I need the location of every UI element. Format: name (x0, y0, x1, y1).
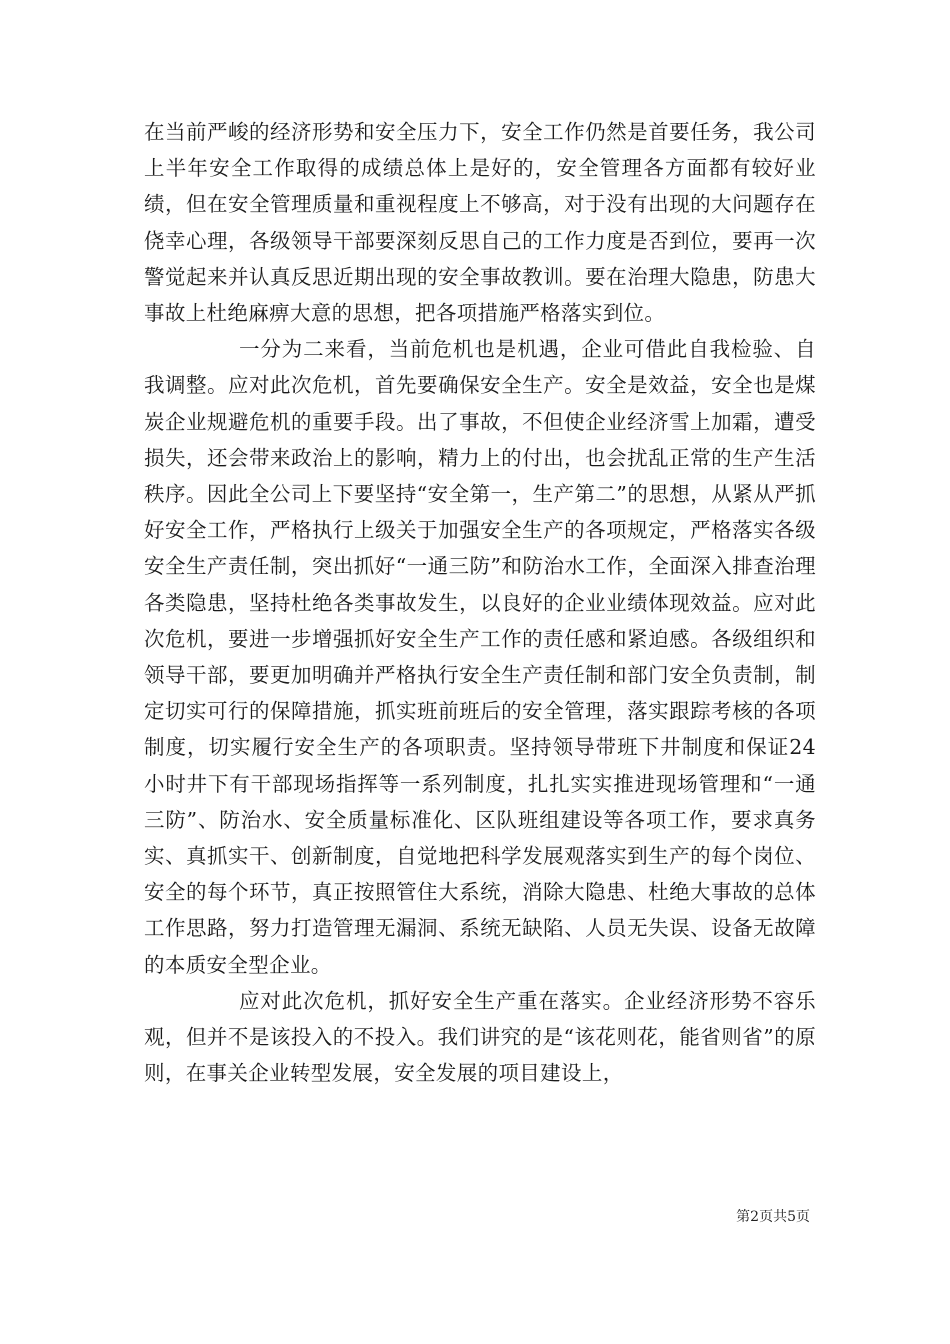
page-number-footer: 第2页共5页 (736, 1209, 810, 1225)
document-body (144, 114, 816, 1091)
paragraph-1: 在当前严峻的经济形势和安全压力下，安全工作仍然是首要任务，我公司上半年安全工作取得的成绩总体上是好的，安全管理各方面都有较好业绩，但在安全管理质量和重视程度上不够高，对于没有出现的大问题存在侥幸心理，各级领导干部要深刻反思自己的工作力度是否到位，要再一次警觉起来并认真反思近期出现的安全事故教训。要在治理大隐患，防患大事故上杜绝麻痹大意的思想，把各项措施严格落实到位。 (144, 120, 816, 326)
paragraph-3: 应对此次危机，抓好安全生产重在落实。企业经济形势不容乐观，但并不是该投入的不投入。我们讲究的是“该花则花，能省则省”的原则，在事关企业转型发展，安全发展的项目建设上， (144, 988, 816, 1086)
paragraph-2: 一分为二来看，当前危机也是机遇，企业可借此自我检验、自我调整。应对此次危机，首先要确保安全生产。安全是效益，安全也是煤炭企业规避危机的重要手段。出了事故，不但使企业经济雪上加霜，遭受损失，还会带来政治上的影响，精力上的付出，也会扰乱正常的生产生活秩序。因此全公司上下要坚持“安全第一，生产第二”的思想，从紧从严抓好安全工作，严格执行上级关于加强安全生产的各项规定，严格落实各级安全生产责任制，突出抓好“一通三防”和防治水工作，全面深入排查治理各类隐患，坚持杜绝各类事故发生，以良好的企业业绩体现效益。应对此次危机，要进一步增强抓好安全生产工作的责任感和紧迫感。各级组织和领导干部，要更加明确并严格执行安全生产责任制和部门安全负责制，制定切实可行的保障措施，抓实班前班后的安全管理，落实跟踪考核的各项制度，切实履行安全生产的各项职责。坚持领导带班下井制度和保证24小时井下有干部现场指挥等一系列制度，扎扎实实推进现场管理和“一通三防”、防治水、安全质量标准化、区队班组建设等各项工作，要求真务实、真抓实干、创新制度，自觉地把科学发展观落实到生产的每个岗位、安全的每个环节，真正按照管住大系统，消除大隐患、杜绝大事故的总体工作思路，努力打造管理无漏洞、系统无缺陷、人员无失误、设备无故障的本质安全型企业。 (144, 337, 816, 977)
